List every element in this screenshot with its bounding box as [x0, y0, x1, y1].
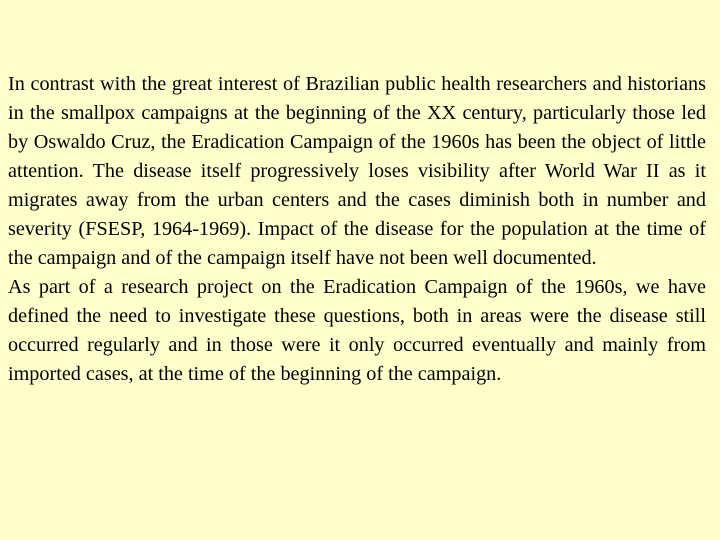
body-text [8, 70, 706, 389]
paragraph-2: As part of a research project on the Eradication Campaign of the 1960s, we have defined the need to investigate these questions, both in areas were the disease still occurred regularly and in those were it only occurred eventually and mainly from imported cases, at the time of the beginning of the campaign. [8, 276, 706, 385]
paragraph-1: In contrast with the great interest of Brazilian public health researchers and historians in the smallpox campaigns at the beginning of the XX century, particularly those led by Oswaldo Cruz, the Eradication Campaign of the 1960s has been the object of little attention. The disease itself progressively loses visibility after World War II as it migrates away from the urban centers and the cases diminish both in number and severity (FSESP, 1964-1969). Impact of the disease for the population at the time of the campaign and of the campaign itself have not been well documented. [8, 73, 706, 269]
